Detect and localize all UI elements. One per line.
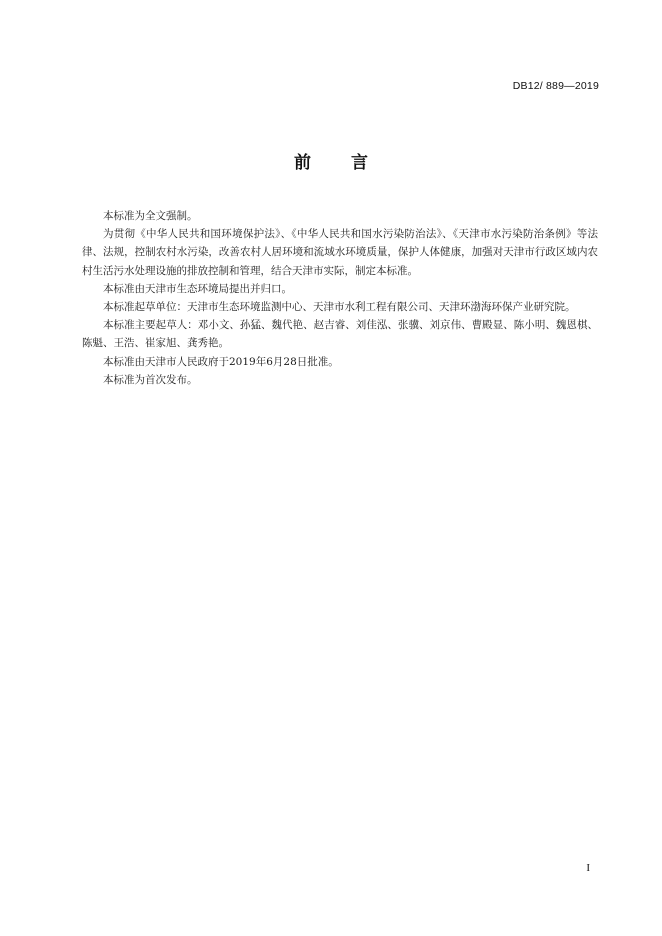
- paragraph-drafting-units: 本标准起草单位：天津市生态环境监测中心、天津市水利工程有限公司、天津环渤海环保产业研究院。: [103, 301, 576, 314]
- page-title-char-1: 前: [294, 153, 311, 173]
- page-title-char-2: 言: [351, 153, 368, 173]
- paragraph-proposer: 本标准由天津市生态环境局提出并归口。: [103, 282, 292, 295]
- paragraph-full-mandatory: 本标准为全文强制。: [103, 210, 198, 222]
- paragraph-purpose: 为贯彻《中华人民共和国环境保护法》、《中华人民共和国水污染防治法》、《天津市水污染防治条例》等法律、法规，控制农村水污染，改善农村人居环境和流域水环境质量，保护人体健康，加强对天津市行政区域内农村生活污水处理设施的排放控制和管理，结合天津市实际，制定本标准。: [82, 228, 598, 277]
- paragraph-drafters: 本标准主要起草人：邓小文、孙猛、魏代艳、赵吉睿、刘佳泓、张骥、刘京伟、曹殿显、陈小明、魏恩棋、陈魁、王浩、崔家旭、龚秀艳。: [82, 319, 598, 350]
- preface-body: [82, 207, 598, 389]
- standard-code: DB12/ 889—2019: [512, 80, 599, 92]
- paragraph-approval: 本标准由天津市人民政府于2019年6月28日批准。: [103, 355, 339, 368]
- paragraph-first-release: 本标准为首次发布。: [103, 373, 198, 386]
- page-title: [0, 148, 662, 173]
- page-number: I: [586, 862, 590, 874]
